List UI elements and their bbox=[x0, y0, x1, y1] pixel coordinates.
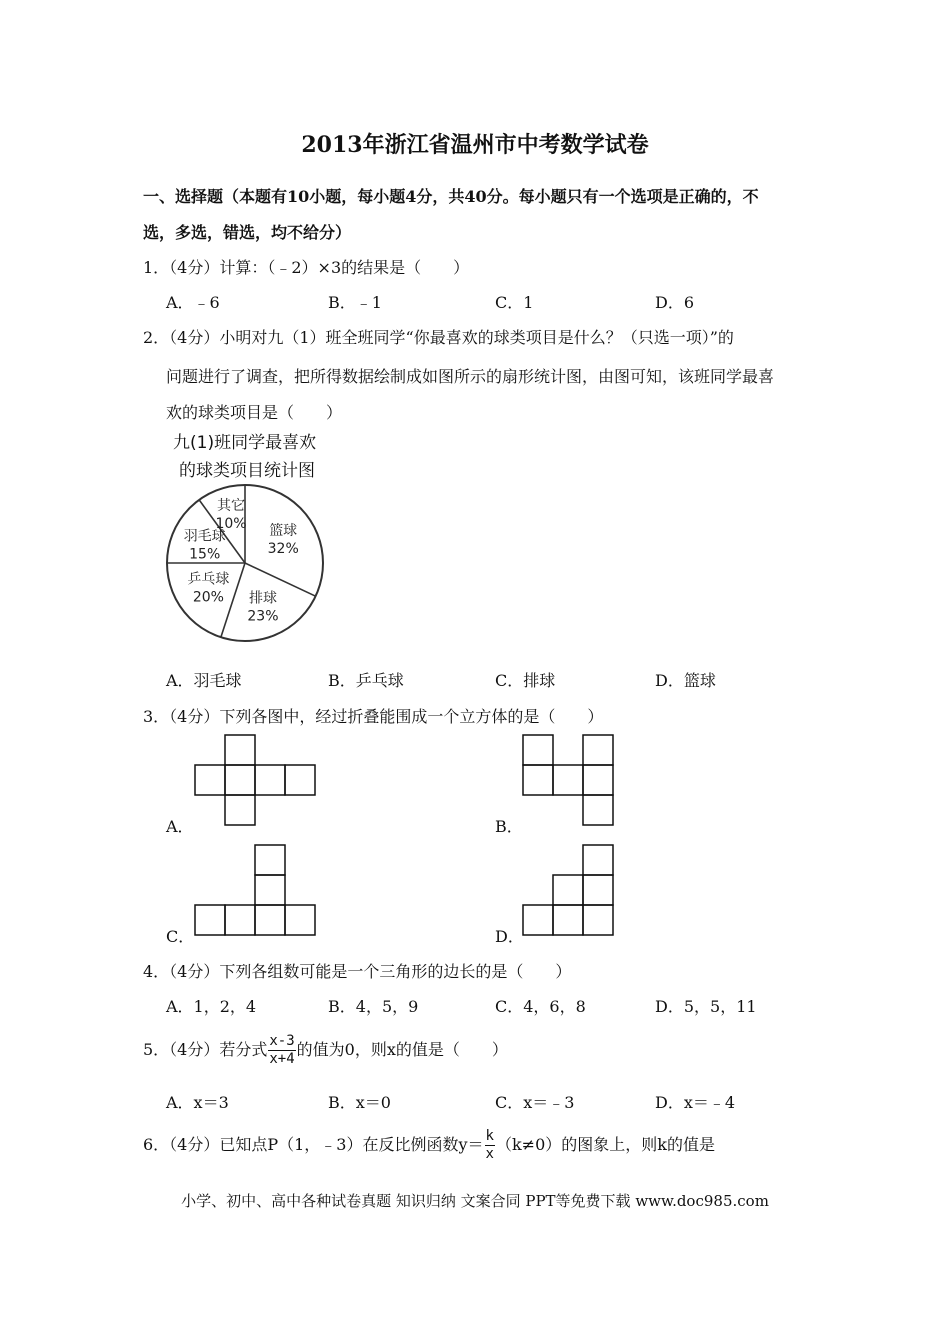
q4-option-d: D．5，5，11 bbox=[655, 997, 757, 1016]
q3-label-b: B． bbox=[495, 817, 523, 836]
q5-stem-after: 的值为0，则x的值是（ ） bbox=[296, 1040, 508, 1059]
cube-net-a bbox=[194, 734, 317, 827]
pie-slice-label: 乒乓球 bbox=[187, 571, 230, 588]
q3-label-d: D． bbox=[495, 927, 524, 946]
pie-chart bbox=[160, 478, 330, 648]
page-title: 2013年浙江省温州市中考数学试卷 bbox=[301, 132, 649, 158]
q6-stem-before: 6．（4分）已知点P（1，﹣3）在反比例函数y＝ bbox=[143, 1135, 484, 1154]
q1-option-a: A．﹣6 bbox=[166, 293, 220, 312]
q1-option-d: D．6 bbox=[655, 293, 695, 312]
q5-fraction-numerator: x-3 bbox=[269, 1033, 295, 1049]
q5-fraction-denominator: x+4 bbox=[269, 1051, 295, 1067]
q2-option-b: B．乒乓球 bbox=[328, 671, 404, 690]
q6-fraction-denominator: x bbox=[485, 1146, 494, 1162]
q4-option-c: C．4，6，8 bbox=[495, 997, 586, 1016]
q2-option-c: C．排球 bbox=[495, 671, 556, 690]
cube-net-c bbox=[194, 844, 317, 937]
pie-slice-label: 排球 bbox=[248, 590, 277, 607]
pie-slice-value: 23% bbox=[247, 608, 279, 625]
q6-fraction bbox=[485, 1128, 495, 1163]
q2-stem-line2: 问题进行了调查，把所得数据绘制成如图所示的扇形统计图，由图可知，该班同学最喜 bbox=[166, 367, 775, 386]
q4-stem: 4．（4分）下列各组数可能是一个三角形的边长的是（ ） bbox=[143, 962, 572, 981]
q3-label-a: A． bbox=[166, 817, 194, 836]
section-heading-line2: 选，多选，错选，均不给分） bbox=[143, 223, 352, 242]
q4-option-a: A．1，2，4 bbox=[166, 997, 257, 1016]
pie-slice-label: 其它 bbox=[217, 497, 246, 514]
q2-option-d: D．篮球 bbox=[655, 671, 716, 690]
q2-stem-line1: 2．（4分）小明对九（1）班全班同学“你最喜欢的球类项目是什么？（只选一项）”的 bbox=[143, 328, 734, 347]
pie-slice-value: 15% bbox=[189, 546, 221, 563]
cube-net-b bbox=[522, 734, 615, 827]
q3-label-c: C． bbox=[166, 927, 195, 946]
q5-option-b: B．x＝0 bbox=[328, 1093, 391, 1112]
cube-net-d bbox=[522, 844, 615, 937]
section-heading-line1: 一、选择题（本题有10小题，每小题4分，共40分。每小题只有一个选项是正确的，不 bbox=[143, 187, 759, 206]
q1-stem: 1．（4分）计算：（﹣2）×3的结果是（ ） bbox=[143, 258, 470, 277]
pie-chart-title-line2: 的球类项目统计图 bbox=[179, 461, 315, 481]
pie-slice-value: 10% bbox=[215, 515, 247, 532]
q5-option-a: A．x＝3 bbox=[166, 1093, 229, 1112]
q4-option-b: B．4，5，9 bbox=[328, 997, 419, 1016]
q6-fraction-numerator: k bbox=[485, 1128, 494, 1144]
q3-stem: 3．（4分）下列各图中，经过折叠能围成一个立方体的是（ ） bbox=[143, 707, 604, 726]
q1-option-b: B．﹣1 bbox=[328, 293, 382, 312]
q5-stem-before: 5．（4分）若分式 bbox=[143, 1040, 268, 1059]
q5-option-d: D．x＝﹣4 bbox=[655, 1093, 736, 1112]
q2-option-a: A．羽毛球 bbox=[166, 671, 242, 690]
q2-stem-line3: 欢的球类项目是（ ） bbox=[166, 403, 343, 422]
pie-slice-value: 20% bbox=[192, 589, 224, 606]
pie-chart-title-line1: 九(1)班同学最喜欢 bbox=[173, 433, 317, 453]
pie-slice-value: 32% bbox=[267, 540, 299, 557]
pie-slice-label: 羽毛球 bbox=[183, 528, 226, 545]
pie-slice-label: 篮球 bbox=[269, 522, 298, 539]
q5-fraction bbox=[268, 1033, 295, 1068]
q1-option-c: C．1 bbox=[495, 293, 534, 312]
page-footer: 小学、初中、高中各种试卷真题 知识归纳 文案合同 PPT等免费下载 www.doc985.com bbox=[181, 1192, 769, 1210]
q5-stem bbox=[143, 1032, 508, 1068]
q6-stem-after: （k≠0）的图象上，则k的值是 bbox=[495, 1135, 715, 1154]
q6-stem bbox=[143, 1126, 715, 1164]
q5-option-c: C．x＝﹣3 bbox=[495, 1093, 575, 1112]
